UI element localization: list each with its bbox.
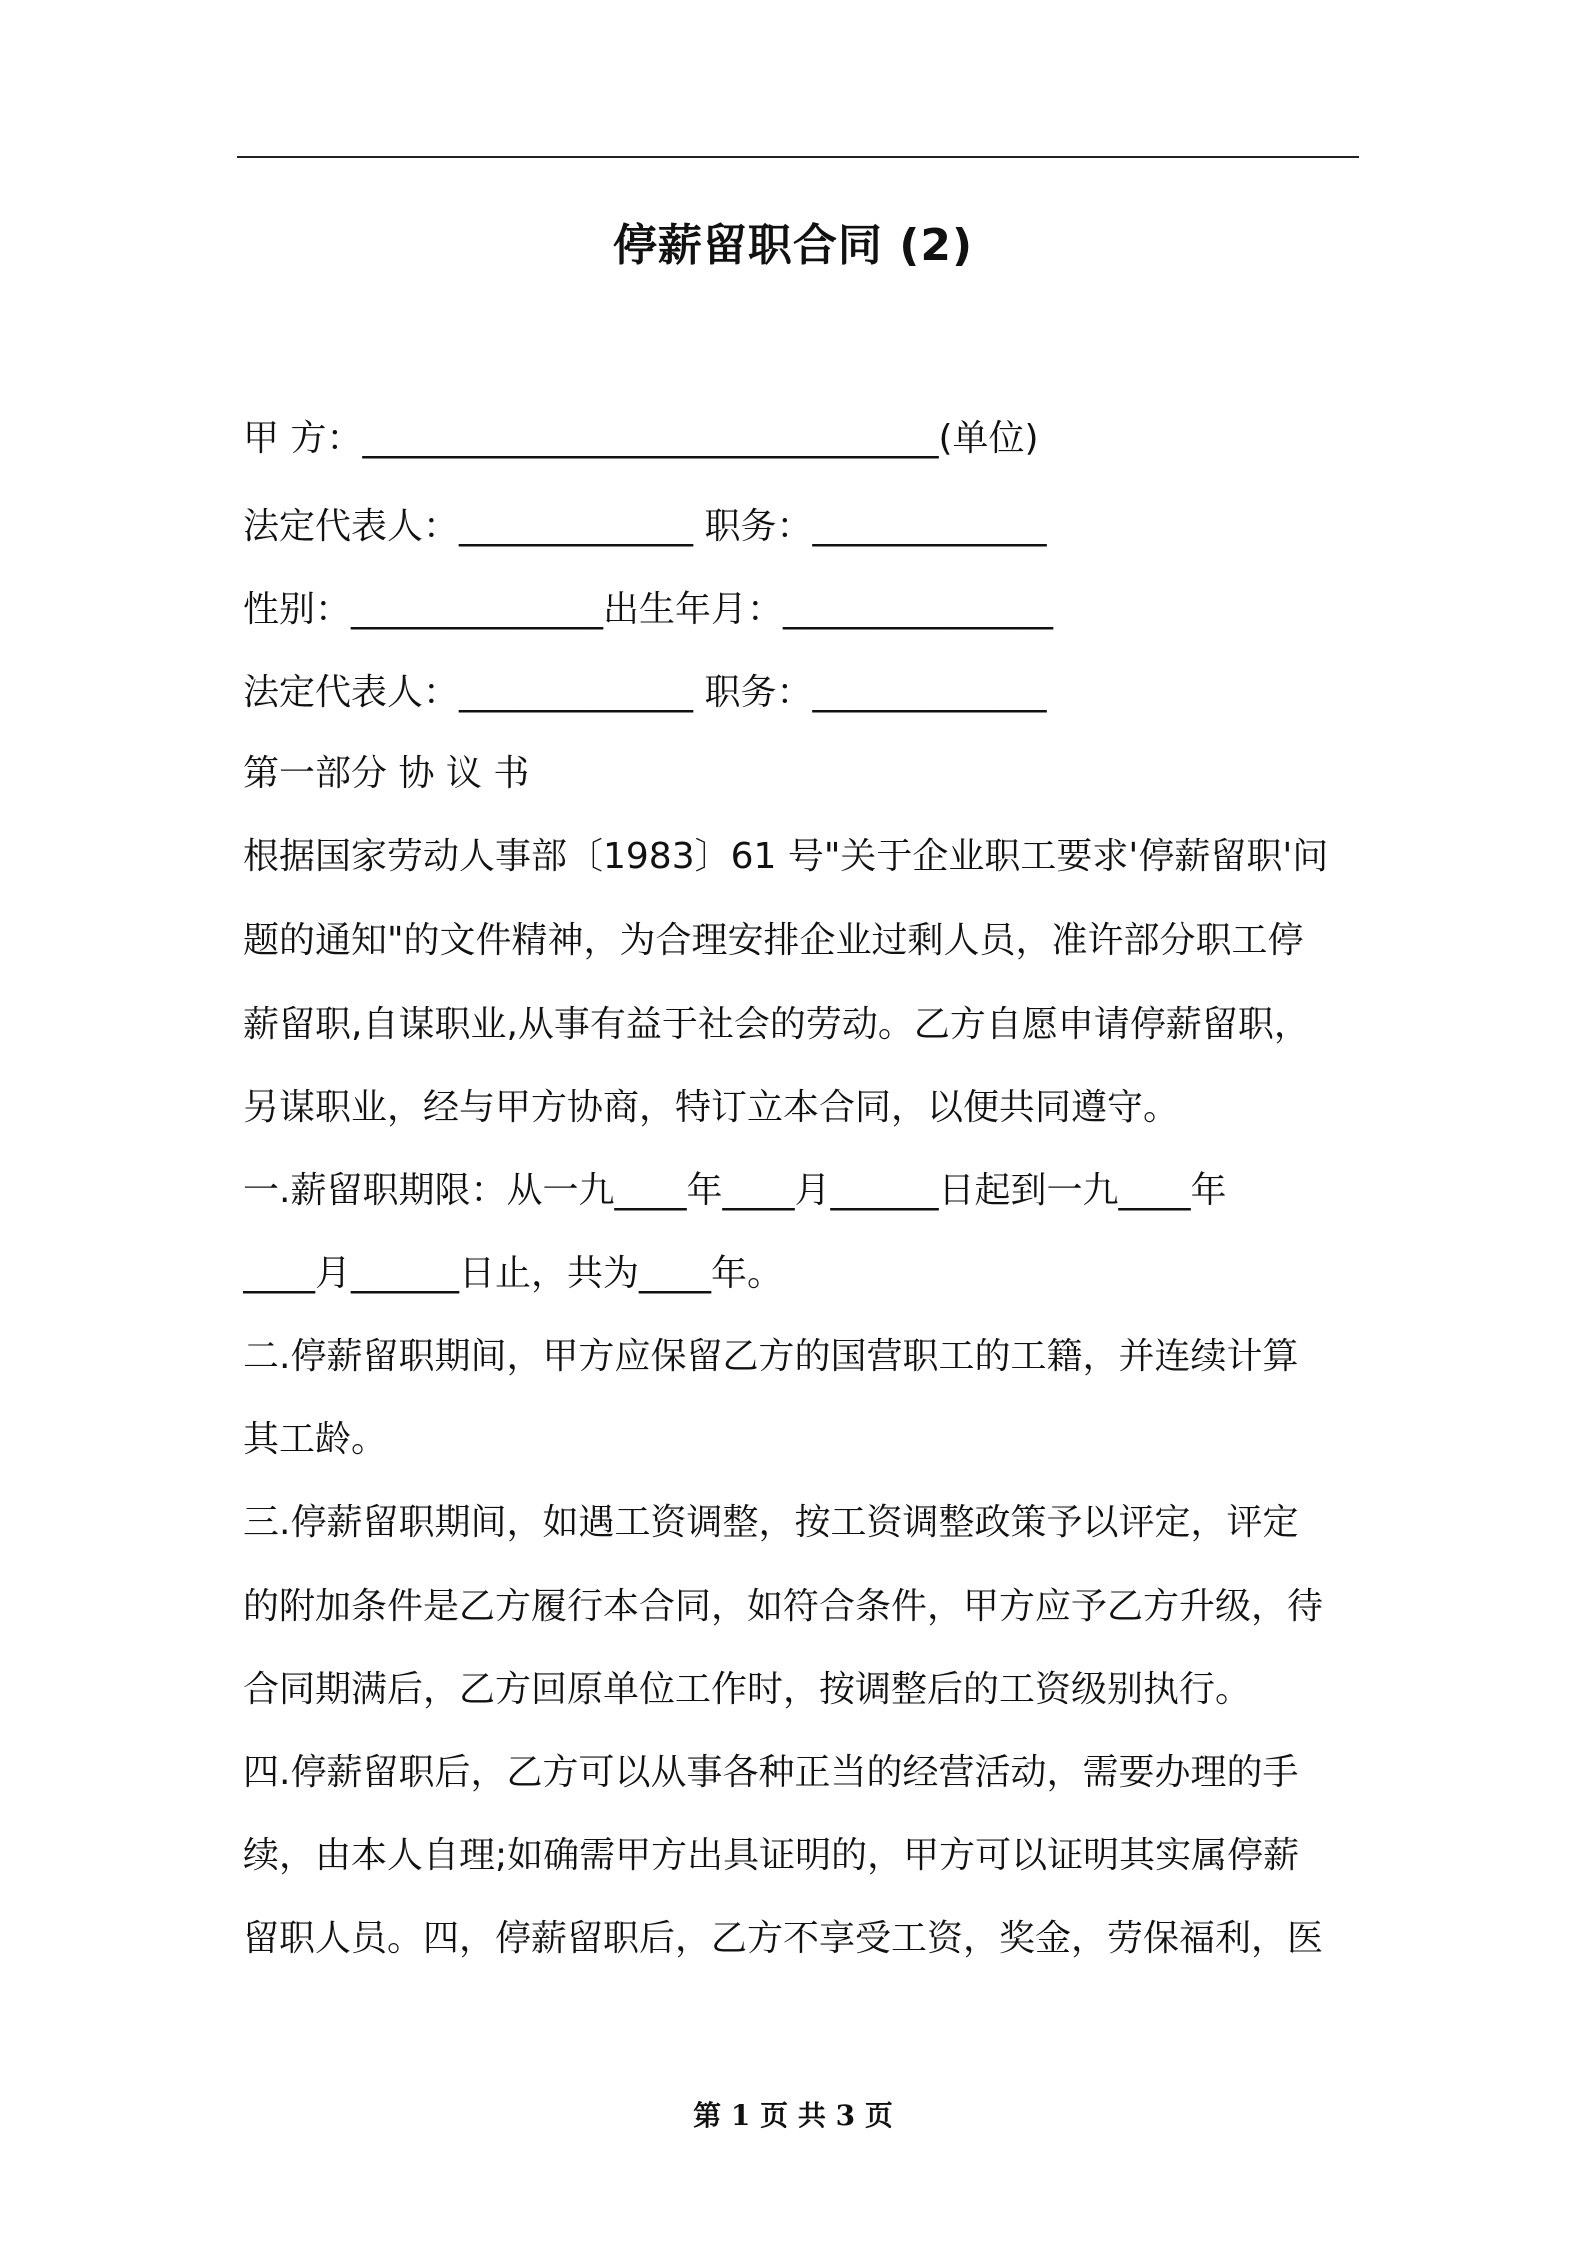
- clause-4-line: 四.停薪留职后，乙方可以从事各种正当的经营活动，需要办理的手: [243, 1752, 1299, 1793]
- body-line: 根据国家劳动人事部〔1983〕61 号"关于企业职工要求'停薪留职'问: [243, 836, 1329, 877]
- field-legal-representative-2: 法定代表人：_____________ 职务：_____________: [243, 672, 1047, 713]
- clause-4-line: 留职人员。四，停薪留职后，乙方不享受工资，奖金，劳保福利，医: [243, 1918, 1324, 1959]
- clause-1-line: ____月______日止，共为____年。: [243, 1253, 784, 1294]
- body-line: 薪留职,自谋职业,从事有益于社会的劳动。乙方自愿申请停薪留职，: [243, 1004, 1310, 1045]
- document-title: 停薪留职合同 (2): [612, 220, 974, 271]
- field-gender-birth: 性别：______________出生年月：_______________: [243, 589, 1054, 630]
- clause-2-line: 二.停薪留职期间，甲方应保留乙方的国营职工的工籍，并连续计算: [243, 1336, 1299, 1377]
- clause-3-line: 合同期满后，乙方回原单位工作时，按调整后的工资级别执行。: [243, 1669, 1252, 1710]
- clause-3-line: 的附加条件是乙方履行本合同，如符合条件，甲方应予乙方升级，待: [243, 1586, 1324, 1627]
- header-rule: [237, 156, 1359, 158]
- page-number: 第 1 页 共 3 页: [693, 2099, 893, 2132]
- clause-1-line: 一.薪留职期限：从一九____年____月______日起到一九____年: [243, 1170, 1227, 1211]
- body-line: 另谋职业，经与甲方协商，特订立本合同，以便共同遵守。: [243, 1087, 1180, 1128]
- field-party-a: 甲 方：________________________________(单位): [243, 418, 1039, 459]
- section-heading: 第一部分 协 议 书: [243, 753, 530, 794]
- clause-3-line: 三.停薪留职期间，如遇工资调整，按工资调整政策予以评定，评定: [243, 1502, 1299, 1543]
- clause-4-line: 续，由本人自理;如确需甲方出具证明的，甲方可以证明其实属停薪: [243, 1835, 1300, 1876]
- field-legal-representative: 法定代表人：_____________ 职务：_____________: [243, 506, 1047, 547]
- clause-2-line: 其工龄。: [243, 1419, 388, 1460]
- body-line: 题的通知"的文件精神，为合理安排企业过剩人员，准许部分职工停: [243, 920, 1304, 961]
